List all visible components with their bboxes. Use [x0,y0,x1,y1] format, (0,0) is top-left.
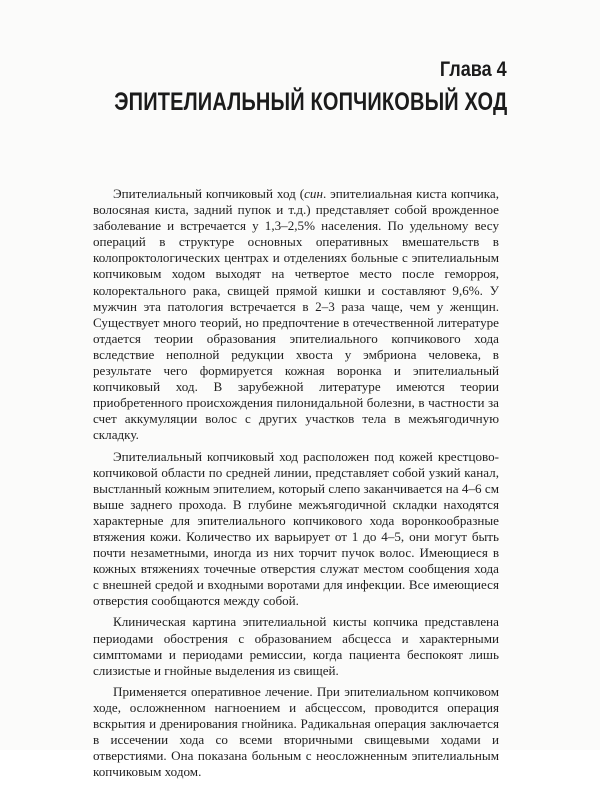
body-text [93,186,499,785]
paragraph-3: Клиническая картина эпителиальной кисты копчика представлена периодами обострения с образованием абсцесса и характерными симптомами и периодами ремиссии, когда пациента беспокоят лишь слизистые и гнойные выделения из свищей. [93,614,499,678]
synonym-abbreviation: син [304,186,323,201]
chapter-label: Глава 4 [440,58,507,81]
paragraph-1-start: Эпителиальный копчиковый ход ( [113,186,305,201]
paragraph-4: Применяется оперативное лечение. При эпителиальном копчиковом ходе, осложненном нагноением и абсцессом, проводится операция вскрытия и дренирования гнойника. Радикальная операция заключается в иссечении хода со всеми вторичными свищевыми ходами и отверстиями. Она показана больным с неосложненным эпителиальным копчиковым ходом. [93,683,499,780]
paragraph-1 [93,186,499,444]
paragraph-2: Эпителиальный копчиковый ход расположен под кожей крестцово-копчиковой области по средней линии, представляет собой узкий канал, выстланный кожным эпителием, который слепо заканчивается на 4–6 см выше заднего прохода. В глубине межъягодичной складки находятся характерные для эпителиального копчикового хода воронкообразные втяжения кожи. Количество их варьирует от 1 до 4–5, они могут быть почти незаметными, иногда из них торчит пучок волос. Имеющиеся в кожных втяжениях точечные отверстия служат местом сообщения хода с внешней средой и входными воротами для инфекции. Все имеющиеся отверстия сообщаются между собой. [93,448,499,609]
paragraph-1-text: . эпителиальная киста копчика, волосяная киста, задний пупок и т.д.) представляет собой врожденное заболевание и встречается у 1,3–2,5% населения. По удельному весу операций в структуре основных оперативных вмешательств в колопроктологических центрах и отделениях больные с эпителиальным копчиковым ходом выходят на четвертое место после геморроя, колоректального рака, свищей прямой кишки и составляют 9,6%. У мужчин эта патология встречается в 2–3 раза чаще, чем у женщин. Существует много теорий, но предпочтение в отечественной литературе отдается теории образования эпителиального копчикового хода вследствие неполной редукции хвоста у эмбриона человека, в результате чего формируется кожная воронка и эпителиальный копчиковый ход. В зарубежной литературе имеются теории приобретенного происхождения пилонидальной болезни, в частности за счет аккумуляции волос с других участков тела в межъягодичную складку. [93,186,499,443]
chapter-title: ЭПИТЕЛИАЛЬНЫЙ КОПЧИКОВЫЙ ХОД [113,88,507,116]
